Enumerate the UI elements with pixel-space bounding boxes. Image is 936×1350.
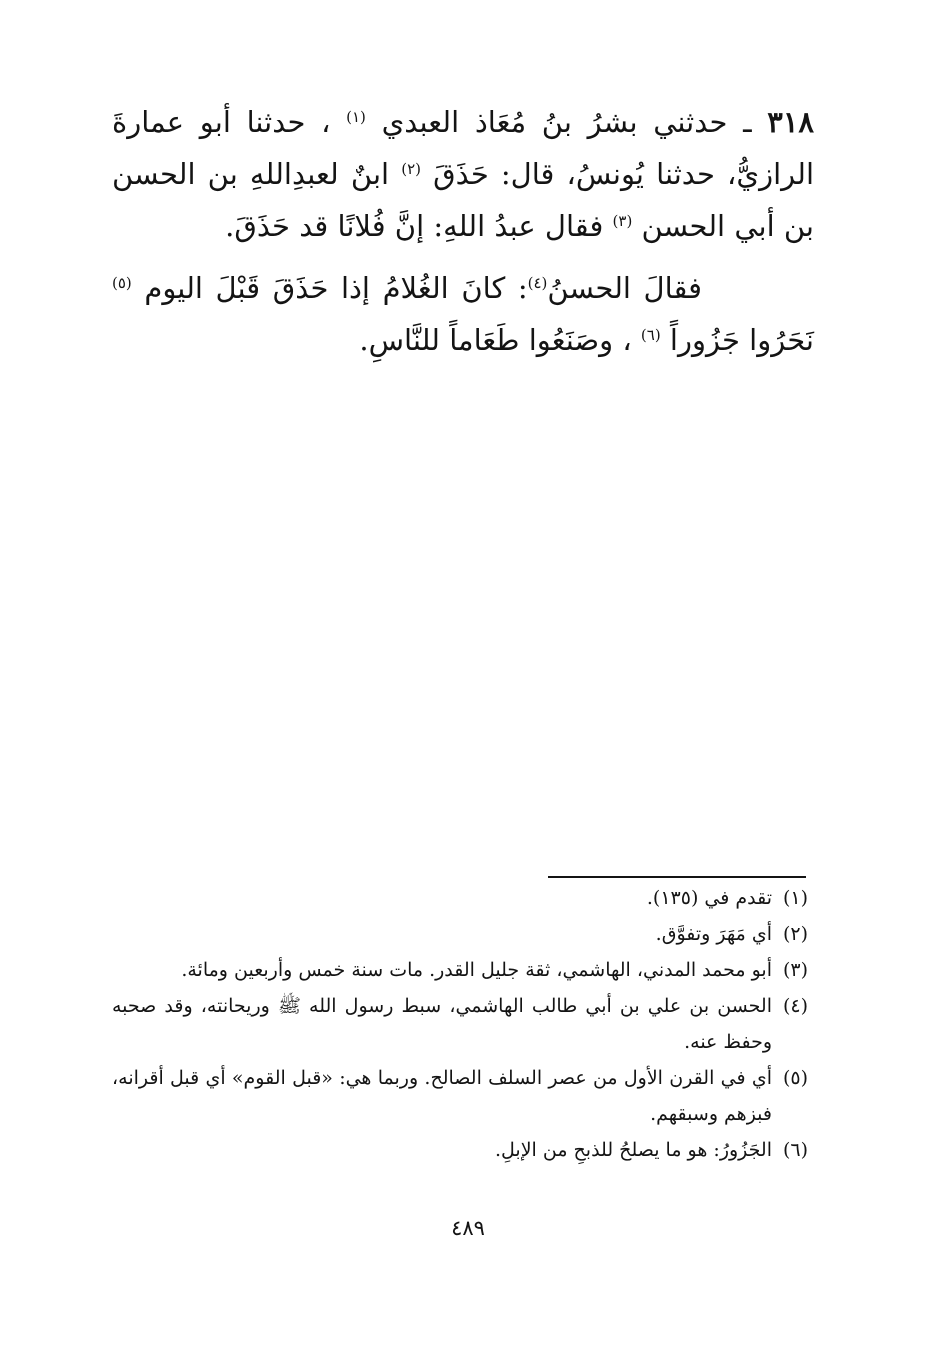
footnote-5	[112, 1060, 808, 1132]
footnote-number: (٣)	[782, 959, 808, 981]
footnote-ref-4[interactable]: (٤)	[527, 274, 548, 292]
footnote-3	[112, 952, 808, 988]
hadith-text-segment: ـ حدثني بشرُ بنُ مُعَاذ العبدي	[381, 105, 752, 139]
footnote-text: تقدم في (١٣٥).	[646, 887, 772, 909]
footnote-text: أي مَهَرَ وتفوَّق.	[655, 923, 772, 945]
footnote-1	[112, 880, 808, 916]
footnote-6	[112, 1132, 808, 1168]
footnote-divider	[548, 876, 806, 878]
hadith-text-segment: ، وصَنَعُوا طَعَاماً للنَّاسِ.	[359, 323, 632, 357]
footnote-number: (٥)	[782, 1067, 808, 1089]
footnote-text: أي في القرن الأول من عصر السلف الصالح. وربما هي: «قبل القوم» أي قبل أقرانه، فبزهم وسبقهم.	[112, 1067, 772, 1125]
hadith-text-segment: : كانَ الغُلامُ إذا حَذَقَ قَبْلَ اليوم	[144, 271, 528, 305]
footnote-text: أبو محمد المدني، الهاشمي، ثقة جليل القدر. مات سنة خمس وأربعين ومائة.	[181, 959, 772, 981]
hadith-text-segment: فقال عبدُ اللهِ: إنَّ فُلانًا قد حَذَقَ.	[225, 209, 604, 243]
footnote-text: الجَزُورُ: هو ما يصلحُ للذبحِ من الإبلِ.	[494, 1139, 772, 1161]
page-number: ٤٨٩	[451, 1216, 485, 1240]
footnote-ref-1[interactable]: (١)	[346, 108, 366, 126]
hadith-text-segment: فقالَ الحسنُ	[547, 271, 702, 305]
footnote-ref-2[interactable]: (٢)	[401, 160, 421, 178]
footnote-ref-3[interactable]: (٣)	[612, 212, 633, 230]
footnote-ref-5[interactable]: (٥)	[112, 274, 132, 292]
hadith-paragraph-2	[112, 262, 814, 366]
footnote-text: الحسن بن علي بن أبي طالب الهاشمي، سبط رسول الله ﷺ وريحانته، وقد صحبه وحفظ عنه.	[112, 995, 772, 1053]
footnote-number: (١)	[782, 887, 808, 909]
hadith-text	[112, 96, 814, 366]
footnote-number: (٦)	[782, 1139, 808, 1161]
footnote-number: (٢)	[782, 923, 808, 945]
footnotes-section	[112, 880, 808, 1168]
footnote-number: (٤)	[782, 995, 808, 1017]
hadith-text-segment: ، حدثنا أبو عمارةَ الرازيُّ، حدثنا يُونسُ، قال: حَذَقَ	[112, 105, 815, 191]
hadith-text-segment: ابنٌ لعبدِاللهِ بن الحسن بن أبي الحسن	[112, 157, 814, 243]
footnote-4	[112, 988, 808, 1060]
footnote-2	[112, 916, 808, 952]
hadith-text-segment: نَحَرُوا جَزُوراً	[669, 323, 814, 357]
footnote-ref-6[interactable]: (٦)	[640, 326, 661, 344]
hadith-number: ٣١٨	[767, 105, 814, 139]
hadith-paragraph-1	[112, 96, 814, 252]
